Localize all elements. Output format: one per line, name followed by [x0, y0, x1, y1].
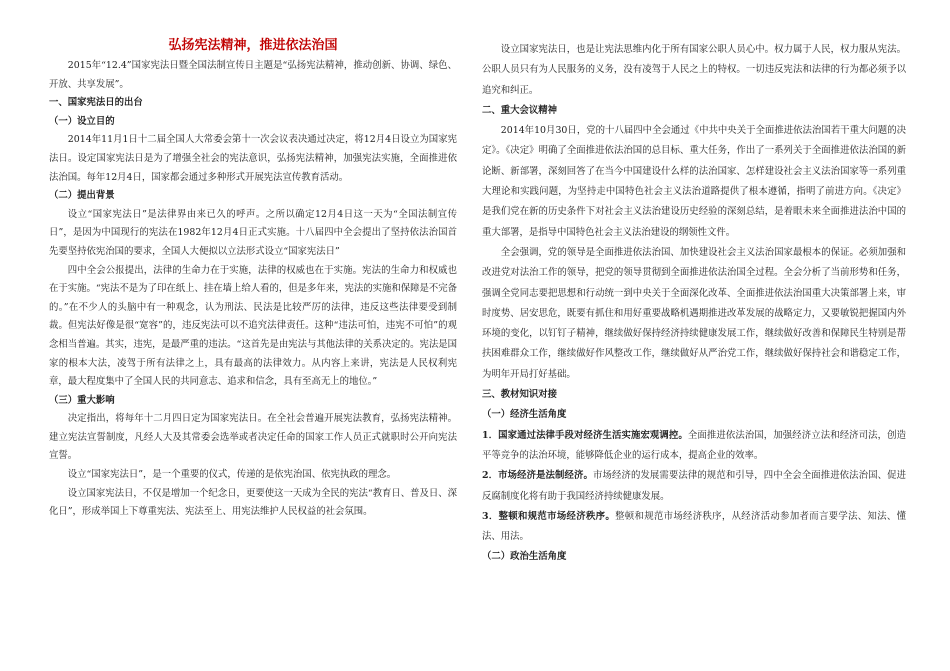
section-heading-1: 一、国家宪法日的出台: [49, 97, 143, 109]
subsection-heading-purpose: （一）设立目的: [49, 115, 115, 127]
subsection-heading-politics: （二）政治生活角度: [482, 551, 567, 563]
economy-point-2-text: 市场经济的发展需要法律的规范和引导，四中全会全面推进依法治国、促进反腐制度化将有助于我国经济持续健康发展。: [482, 470, 906, 502]
right-column: [482, 40, 906, 568]
section-heading-3: 三、教材知识对接: [482, 389, 558, 401]
purpose-paragraph: 2014年11月1日十二届全国人大常委会第十一次会议表决通过决定，将12月4日设立为国家宪法日。设定国家宪法日是为了增强全社会的宪法意识，弘扬宪法精神，加强宪法实施，全面推进依法治国。每年12月4日，国家都会通过多种形式开展宪法宣传教育活动。: [49, 134, 457, 183]
continued-paragraph: 设立国家宪法日，也是让宪法思维内化于所有国家公职人员心中。权力属于人民，权力服从宪法。公职人员只有为人民服务的义务，没有凌驾于人民之上的特权。一切违反宪法和法律的行为都必须予以追究和纠正。: [482, 44, 906, 96]
subsection-heading-impact: （三）重大影响: [49, 394, 115, 406]
impact-paragraph-1: 决定指出，将每年十二月四日定为国家宪法日。在全社会普遍开展宪法教育，弘扬宪法精神。建立宪法宣誓制度，凡经人大及其常委会选举或者决定任命的国家工作人员正式就职时公开向宪法宣誓。: [49, 413, 457, 462]
left-column: [49, 38, 457, 522]
subsection-heading-background: （二）提出背景: [49, 190, 115, 202]
economy-point-3: [482, 507, 906, 548]
document-title: 弘扬宪法精神，推进依法治国: [168, 38, 338, 53]
economy-point-3-text: 整顿和规范市场经济秩序，从经济活动参加者而言要学法、知法、懂法、用法。: [482, 510, 906, 543]
background-paragraph-2: 四中全会公报提出，法律的生命力在于实施，法律的权威也在于实施。宪法的生命力和权威也在于实施。“宪法不是为了印在纸上、挂在墙上给人看的，但是多年来，宪法的实施和保障是不完备的。”在不少人的头脑中有一种观念，认为刑法、民法是比较严厉的法律，违反这些法律要受到制裁。但宪法好像是很“宽容”的，违反宪法可以不追究法律责任。这种“违法可怕，违宪不可怕”的观念相当普遍。其实，违宪，是最严重的违法。“这首先是由宪法与其他法律的关系决定的。宪法是国家的根本大法，凌驾于所有法律之上，具有最高的法律效力。从内容上来讲，宪法是人民权利宪章，最大程度集中了全国人民的共同意志、追求和信念，具有至高无上的地位。”: [49, 264, 457, 388]
impact-paragraph-3: 设立国家宪法日，不仅是增加一个纪念日，更要使这一天成为全民的宪法“教育日、普及日、深化日”，形成举国上下尊重宪法、宪法至上、用宪法维护人民权益的社会氛围。: [49, 487, 457, 518]
section-heading-2: 二、重大会议精神: [482, 104, 558, 116]
subsection-heading-economy: （一）经济生活角度: [482, 409, 567, 421]
economy-point-2: [482, 466, 906, 507]
economy-point-2-lead: 2．市场经济是法制经济。: [482, 470, 593, 482]
economy-point-3-lead: 3．整顿和规范市场经济秩序。: [482, 510, 616, 522]
background-paragraph-1: 设立“国家宪法日”是法律界由来已久的呼声。之所以确定12月4日这一天为“全国法制宣传日”，是因为中国现行的宪法在1982年12月4日正式实施。十八届四中全会提出了坚持依法治国首先要坚持依宪治国的要求，全国人大便拟以立法形式设立“国家宪法日”: [49, 208, 457, 257]
economy-point-1: [482, 426, 906, 467]
meeting-paragraph-1: 2014年10月30日，党的十八届四中全会通过《中共中央关于全面推进依法治国若干重大问题的决定》。《决定》明确了全面推进依法治国的总目标、重大任务，作出了一系列关于全面推进依法治国的新论断、新部署，深刻回答了在当今中国建设什么样的法治国家、怎样建设社会主义法治国家等一系列重大理论和实践问题，为坚持走中国特色社会主义法治道路提供了根本遵循，指明了前进方向。《决定》是我们党在新的历史条件下对社会主义法治建设历史经验的深刻总结，是着眼未来全面推进法治中国的重大部署，是指导中国特色社会主义法治建设的纲领性文件。: [482, 125, 906, 238]
intro-paragraph: 2015年“12.4”国家宪法日暨全国法制宣传日主题是“弘扬宪法精神，推动创新、协调、绿色、开放、共享发展”。: [49, 60, 457, 90]
impact-paragraph-2: 设立“国家宪法日”，是一个重要的仪式，传递的是依宪治国、依宪执政的理念。: [67, 469, 397, 481]
meeting-paragraph-2: 全会强调，党的领导是全面推进依法治国、加快建设社会主义法治国家最根本的保证。必须加强和改进党对法治工作的领导，把党的领导贯彻到全面推进依法治国全过程。全会分析了当前形势和任务，强调全党同志要把思想和行动统一到中央关于全面深化改革、全面推进依法治国重大决策部署上来，审时度势、居安思危，既要有抓住和用好重要战略机遇期推进改革发展的战略定力，又要敏锐把握国内外环境的变化，以钉钉子精神，继续做好保持经济持续健康发展工作，继续做好改善和保障民生特别是帮扶困难群众工作，继续做好作风整改工作，继续做好从严治党工作，继续做好保持社会和谐稳定工作，为明年开局打好基础。: [482, 246, 906, 380]
economy-point-1-text: 全面推进依法治国，加强经济立法和经济司法，创造平等竞争的法治环境，能够降低企业的运行成本，提高企业的效率。: [482, 429, 906, 461]
economy-point-1-lead: 1．国家通过法律手段对经济生活实施宏观调控。: [482, 429, 688, 441]
